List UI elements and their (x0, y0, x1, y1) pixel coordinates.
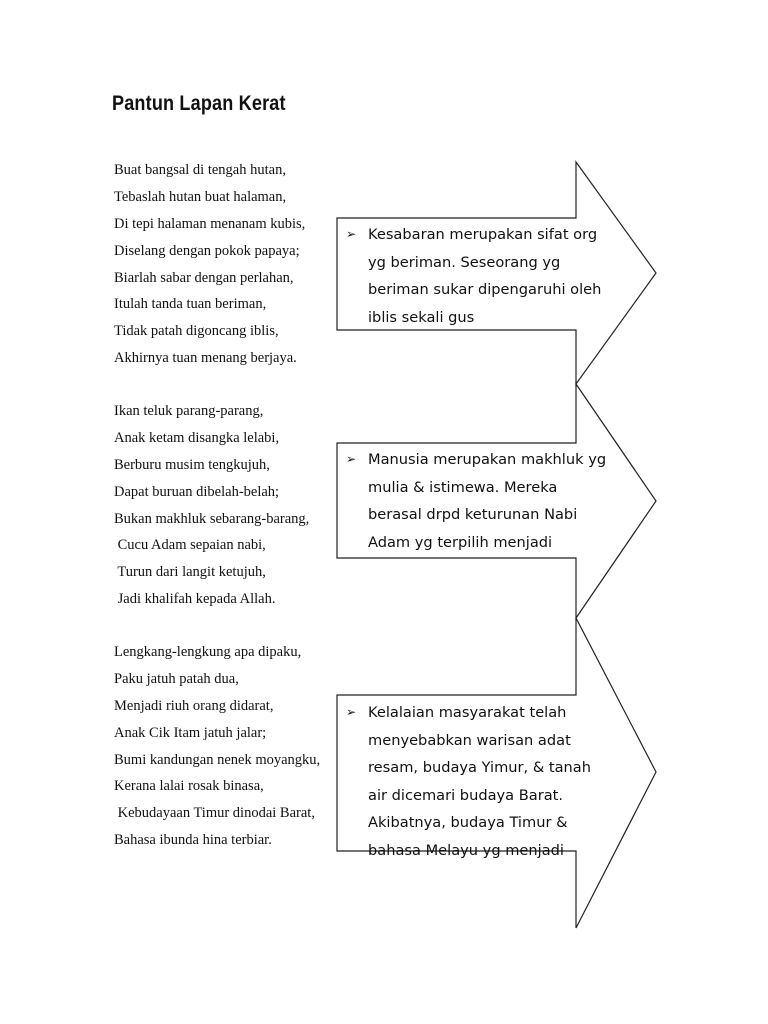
verse-line: Berburu musim tengkujuh, (114, 456, 270, 473)
verse-line: Cucu Adam sepaian nabi, (114, 537, 266, 554)
verse-line: Akhirnya tuan menang berjaya. (114, 350, 297, 367)
verse-line: Anak ketam disangka lelabi, (114, 429, 280, 446)
arrow-callout-2-text (346, 446, 614, 556)
verse-line: Kerana lalai rosak binasa, (114, 778, 264, 795)
verse-line: Diselang dengan pokok papaya; (114, 242, 300, 259)
verse-line: Tidak patah digoncang iblis, (114, 323, 279, 340)
verse-line: Itulah tanda tuan beriman, (114, 296, 267, 313)
arrowhead-bullet-icon: ➢ (346, 705, 357, 719)
verse-line: Lengkang-lengkung apa dipaku, (114, 644, 302, 660)
verse-line: Kebudayaan Timur dinodai Barat, (114, 805, 315, 822)
verse-line: Bukan makhluk sebarang-barang, (114, 510, 310, 527)
verse-line: Tebaslah hutan buat halaman, (114, 188, 287, 205)
page-title: Pantun Lapan Kerat (112, 92, 286, 115)
verse-line: Biarlah sabar dengan perlahan, (114, 269, 294, 286)
verse-line: Buat bangsal di tengah hutan, (114, 162, 286, 178)
callout-text: Kesabaran merupakan sifat org yg beriman. Seseorang yg beriman sukar dipengaruhi oleh iblis sekali gus (368, 226, 602, 326)
arrow-callout-3-text (346, 699, 614, 859)
verse-line: Jadi khalifah kepada Allah. (114, 591, 276, 608)
arrowhead-bullet-icon: ➢ (346, 227, 357, 241)
verse-line: Turun dari langit ketujuh, (114, 564, 266, 581)
arrow-callout-1-text (346, 221, 614, 331)
verse-line: Bahasa ibunda hina terbiar. (114, 832, 272, 849)
verse-line: Di tepi halaman menanam kubis, (114, 215, 306, 232)
verse-line: Anak Cik Itam jatuh jalar; (114, 724, 267, 741)
arrowhead-bullet-icon: ➢ (346, 452, 357, 466)
verse-line: Dapat buruan dibelah-belah; (114, 483, 280, 500)
verse-line: Ikan teluk parang-parang, (114, 403, 264, 419)
verse-line: Paku jatuh patah dua, (114, 670, 239, 687)
verse-line: Bumi kandungan nenek moyangku, (114, 751, 321, 768)
callout-text: Kelalaian masyarakat telah menyebabkan warisan adat resam, budaya Yimur, & tanah air dicemari budaya Barat. Akibatnya, budaya Timur & bahasa Melayu yg menjadi (368, 704, 591, 859)
verse-line: Menjadi riuh orang didarat, (114, 697, 274, 714)
callout-text: Manusia merupakan makhluk yg mulia & istimewa. Mereka berasal drpd keturunan Nabi Adam yg terpilih menjadi (368, 451, 607, 551)
